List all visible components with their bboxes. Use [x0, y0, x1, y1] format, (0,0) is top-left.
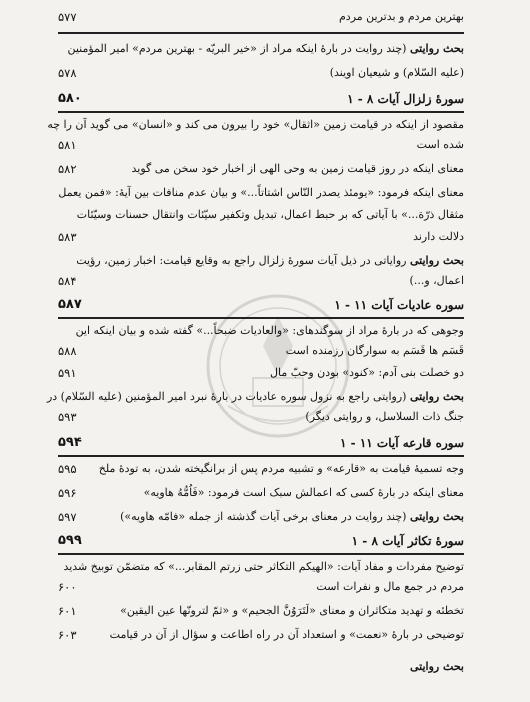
heading-rule — [58, 111, 464, 113]
entry-row — [58, 656, 464, 678]
entry-text: معنای اینکه فرمود: «یومئذ یصدر النّاس اشتاتاً...» و بیان عدم منافات بین آیۀ: «فمن یعمل — [58, 186, 464, 199]
entry-text: (روایتی راجع به نزول سوره عادیات در بارۀ نبرد امیر المؤمنین (علیه السّلام) در — [46, 390, 410, 403]
entry-text: دلالت دارند — [413, 230, 464, 243]
heading-rule — [58, 455, 464, 457]
entry-row — [58, 362, 464, 384]
entry-row — [58, 556, 464, 578]
entry-text: (چند روایت در معنای برخی آیات گذشته از جمله «فامّه هاویه») — [120, 510, 410, 523]
entry-row — [58, 624, 464, 646]
entry-page: ۵۸۸ — [58, 344, 77, 358]
entry-text: اعمال، و...) — [409, 274, 464, 287]
entry-page: ۵۹۴ — [58, 435, 82, 450]
entry-text: وجه تسمیۀ قیامت به «قارعه» و تشبیه مردم پس از برانگیخته شدن، به تودۀ ملخ — [98, 462, 464, 475]
entry-text: توضیحی در بارۀ «نعمت» و استعداد آن در راه اطاعت و سؤال از آن در قیامت — [109, 628, 464, 641]
entry-text: روایاتی در ذیل آیات سورۀ زلزال راجع به وقایع قیامت: اخبار زمین، رؤیت — [76, 254, 410, 267]
section-label: بحث روایتی — [409, 42, 464, 55]
entry-text: شده است — [416, 138, 464, 151]
entry-row — [58, 204, 464, 226]
entry-row — [46, 386, 464, 408]
entry-text: تخطئه و تهدید متکاثران و معنای «لَتَرَوُنَّ الجحیم» و «ثمّ لترونّها عین الیقین» — [120, 604, 464, 617]
entry-page: ۵۸۳ — [58, 230, 77, 244]
heading-rule — [58, 317, 464, 319]
entry-row — [58, 158, 464, 180]
entry-row — [58, 38, 464, 60]
entry-page: ۵۹۵ — [58, 462, 77, 476]
chapter-heading-row — [58, 530, 464, 552]
section-label: بحث روایتی — [409, 390, 464, 403]
entry-text: مثقال ذرّة...» با آیاتی که بر حبط اعمال، تبدیل وتکفیر سیّئات وانتقال حسنات وسیّئات — [76, 208, 464, 221]
section-label: بحث روایتی — [409, 254, 464, 267]
chapter-heading: سوره قارعه آیات ۱۱ - ۱ — [340, 436, 464, 450]
entry-row — [58, 226, 464, 248]
header-rule — [58, 32, 464, 34]
entry-row — [58, 506, 464, 528]
entry-text: وجوهی که در بارۀ مراد از سوگندهای: «والعادیات ضبحاً...» گفته شده و بیان اینکه این — [75, 324, 464, 337]
entry-text: (چند روایت در بارۀ اینکه مراد از «خیر البریّه - بهترین مردم» امیر المؤمنین — [67, 42, 410, 55]
entry-page: ۵۹۳ — [58, 410, 77, 424]
entry-page: ۶۰۱ — [58, 604, 77, 618]
chapter-heading-row — [58, 432, 464, 454]
entry-page: ۵۹۷ — [58, 510, 77, 524]
entry-row — [58, 320, 464, 342]
section-label: بحث روایتی — [409, 510, 464, 523]
running-title: بهترین مردم و بدترین مردم — [339, 10, 464, 23]
chapter-heading: سوره عادیات آیات ۱۱ - ۱ — [334, 298, 464, 312]
section-label: بحث روایتی — [409, 660, 464, 673]
entry-page: ۵۸۰ — [58, 91, 82, 106]
entry-page: ۵۹۱ — [58, 366, 77, 380]
entry-text: مقصود از اینکه در قیامت زمین «اثقال» خود را بیرون می کند و «انسان» می گوید آن را چه — [47, 118, 464, 131]
entry-page: ۶۰۳ — [58, 628, 77, 642]
entry-text: قَسَم ها قَسَم به سوارگان رزمنده است — [285, 344, 464, 357]
entry-row — [58, 270, 464, 292]
entry-page: ۵۸۴ — [58, 274, 77, 288]
entry-text: توضیح مفردات و مفاد آیات: «الهیکم التکاثر حتی زرتم المقابر...» که متضمّن توبیخ شدید — [63, 560, 464, 573]
entry-row — [58, 576, 464, 598]
entry-page: ۵۹۶ — [58, 486, 77, 500]
chapter-heading: سورۀ تکاثر آیات ۸ - ۱ — [351, 534, 464, 548]
entry-page: ۵۸۲ — [58, 162, 77, 176]
chapter-heading: سورۀ زلزال آیات ۸ - ۱ — [347, 92, 464, 106]
entry-page: ۵۸۷ — [58, 297, 82, 312]
entry-row — [58, 600, 464, 622]
entry-text: معنای اینکه در روز قیامت زمین به وحی الهی از اخبار خود سخن می گوید — [131, 162, 464, 175]
heading-rule — [58, 553, 464, 555]
page-number: ۵۷۷ — [58, 10, 77, 24]
chapter-heading-row — [58, 294, 464, 316]
entry-row — [58, 62, 464, 84]
entry-row — [58, 482, 464, 504]
entry-row — [58, 250, 464, 272]
entry-row — [58, 406, 464, 428]
entry-text: مردم در جمع مال و نفرات است — [316, 580, 464, 593]
chapter-heading-row — [58, 88, 464, 110]
entry-page: ۵۹۹ — [58, 533, 82, 548]
entry-text: معنای اینکه در بارۀ کسی که اعمالش سبک است فرمود: «فَاُمُّهُ هاویه» — [143, 486, 464, 499]
entry-row — [47, 114, 464, 136]
entry-page: ۵۷۸ — [58, 66, 77, 80]
entry-row — [58, 182, 464, 204]
entry-text: جنگ ذات السلاسل، و روایتی دیگر) — [305, 410, 464, 423]
entry-page: ۶۰۰ — [58, 580, 77, 594]
entry-page: ۵۸۱ — [58, 138, 77, 152]
entry-row — [58, 340, 464, 362]
entry-text: (علیه السّلام) و شیعیان اویند) — [329, 66, 464, 79]
entry-row — [58, 134, 464, 156]
page-header — [58, 10, 464, 30]
entry-text: دو خصلت بنی آدم: «کنود» بودن وحبّ مال — [270, 366, 464, 379]
entry-row — [58, 458, 464, 480]
